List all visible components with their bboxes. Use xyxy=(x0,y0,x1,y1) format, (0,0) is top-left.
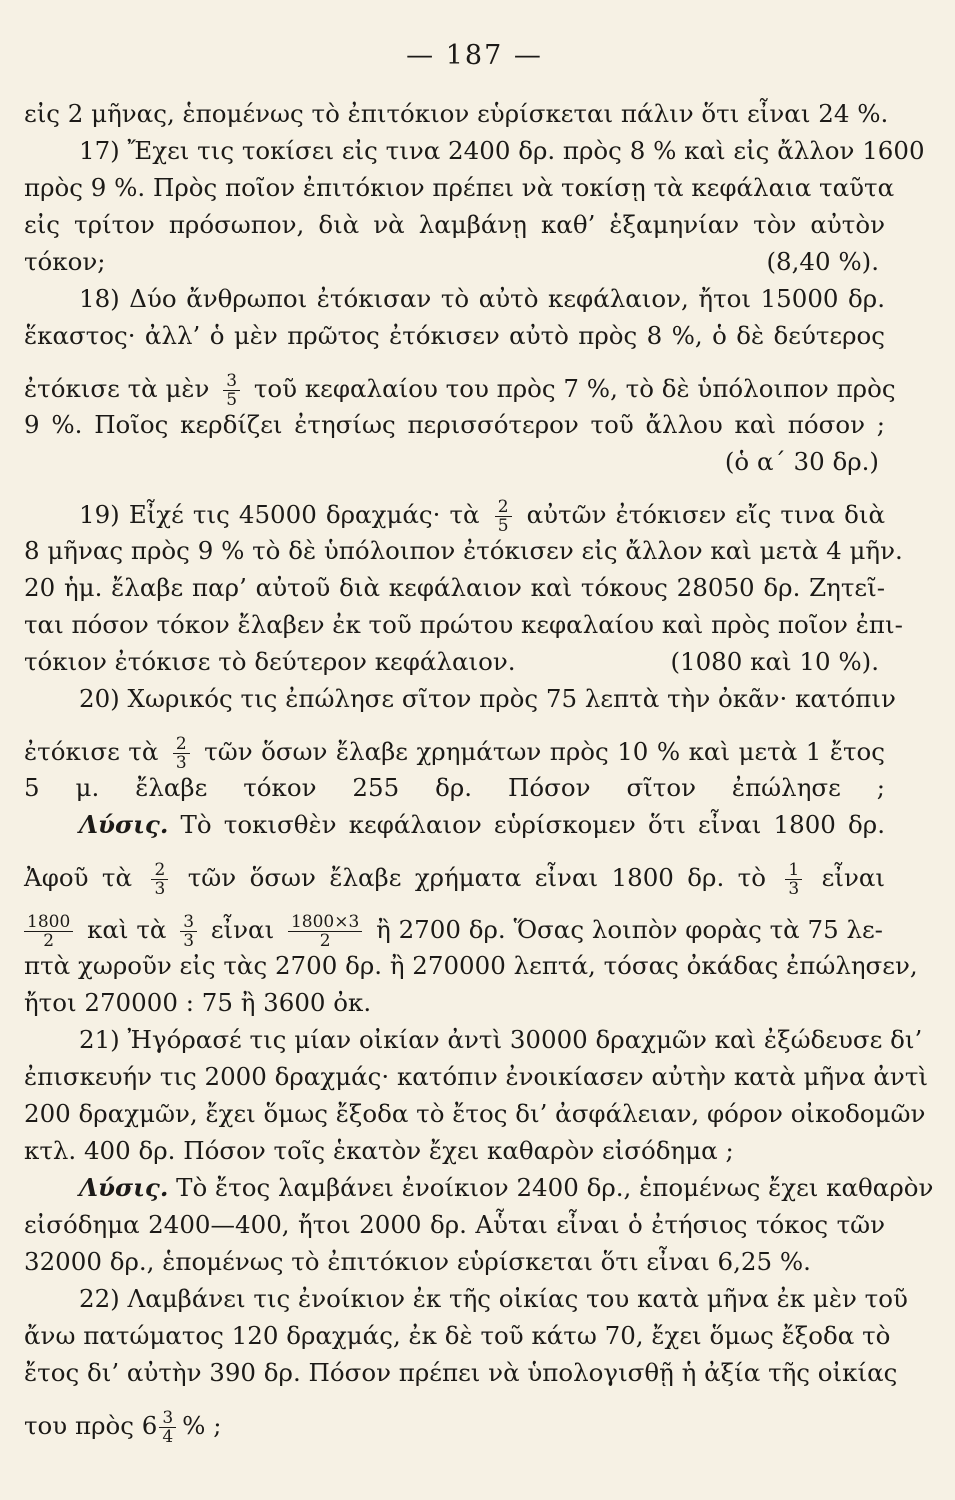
answer-18: (ὁ α΄ 30 δρ.) xyxy=(724,447,879,476)
text-line: πρὸς 9 %. Πρὸς ποῖον ἐπιτόκιον πρέπει νὰ τοκίσῃ τὰ κεφάλαια ταῦτα xyxy=(24,173,895,202)
text-line: εἰσόδημα 2400—400, ἤτοι 2000 δρ. Αὗται εἶναι ὁ ἐτήσιος τόκος τῶν xyxy=(24,1210,885,1239)
fraction-numerator: 3 xyxy=(223,372,240,391)
fraction-numerator: 2 xyxy=(495,498,512,517)
solution-line xyxy=(24,1169,934,1206)
text-line xyxy=(24,717,885,773)
text-line: 9 %. Ποῖος κερδίζει ἐτησίως περισσότερον τοῦ ἄλλου καὶ πόσον ; xyxy=(24,410,885,439)
fraction xyxy=(495,498,512,535)
solution-label: Λύσις. xyxy=(79,1173,169,1202)
fraction-numerator: 3 xyxy=(180,913,197,932)
text-line xyxy=(24,243,885,280)
fraction xyxy=(159,1409,176,1446)
answer-17: (8,40 %). xyxy=(766,247,879,276)
answer-19: (1080 καὶ 10 %). xyxy=(670,647,879,676)
fraction-numerator: 1800 xyxy=(24,913,73,932)
fraction-numerator: 2 xyxy=(151,861,168,880)
text-fragment: εἶναι xyxy=(210,915,275,944)
fraction xyxy=(173,735,190,772)
problem-22-line: 22) Λαμβάνει τις ἐνοίκιον ἐκ τῆς οἰκίας του κατὰ μῆνα ἐκ μὲν τοῦ xyxy=(79,1284,908,1313)
text-fragment: τόκιον ἐτόκισε τὸ δεύτερον κεφάλαιον. xyxy=(24,647,516,676)
text-fragment: Ἀφοῦ τὰ xyxy=(24,863,133,892)
fraction-numerator: 1800×3 xyxy=(288,913,362,932)
fraction xyxy=(180,913,197,950)
problem-21-line: 21) Ἠγόρασέ τις μίαν οἰκίαν ἀντὶ 30000 δραχμῶν καὶ ἐξώδευσε δι’ xyxy=(79,1025,923,1054)
fraction xyxy=(288,913,362,950)
text-fragment: εἶναι xyxy=(821,863,886,892)
problem-17-line: 17) Ἔχει τις τοκίσει εἰς τινα 2400 δρ. πρὸς 8 % καὶ εἰς ἄλλον 1600 xyxy=(79,136,925,165)
fraction-numerator: 1 xyxy=(785,861,802,880)
text-line: 5 μ. ἔλαβε τόκον 255 δρ. Πόσον σῖτον ἐπώλησε ; xyxy=(24,773,885,802)
text-fragment: % ; xyxy=(182,1411,222,1440)
fraction xyxy=(151,861,168,898)
text-line: ται πόσον τόκον ἔλαβεν ἐκ τοῦ πρώτου κεφαλαίου καὶ πρὸς ποῖον ἐπι- xyxy=(24,610,903,639)
text-line xyxy=(24,354,896,410)
text-fragment: καὶ τὰ xyxy=(87,915,167,944)
text-line: 200 δραχμῶν, ἔχει ὅμως ἔξοδα τὸ ἔτος δι’ ἀσφάλειαν, φόρον οἰκοδομῶν xyxy=(24,1099,926,1128)
text-fragment: Τὸ τοκισθὲν κεφάλαιον εὑρίσκομεν ὅτι εἶναι 1800 δρ. xyxy=(180,810,885,839)
text-line: κτλ. 400 δρ. Πόσον τοῖς ἑκατὸν ἔχει καθαρὸν εἰσόδημα ; xyxy=(24,1136,734,1165)
fraction-denominator: 3 xyxy=(175,753,187,773)
text-fragment: του πρὸς 6 xyxy=(24,1411,158,1440)
text-line: εἰς 2 μῆνας, ἑπομένως τὸ ἐπιτόκιον εὑρίσκεται πάλιν ὅτι εἶναι 24 %. xyxy=(24,99,889,128)
page-number: — 187 — xyxy=(406,40,543,71)
fraction-denominator: 3 xyxy=(788,879,800,899)
text-fragment: ἐτόκισε τὰ xyxy=(24,737,159,766)
text-fragment: αὐτῶν ἐτόκισεν εἴς τινα διὰ xyxy=(526,500,886,529)
text-fragment: ἐτόκισε τὰ μὲν xyxy=(24,374,210,403)
fraction-denominator: 3 xyxy=(183,931,195,951)
text-line: ἔτος δι’ αὐτὴν 390 δρ. Πόσον πρέπει νὰ ὑπολογισθῇ ἡ ἀξία τῆς οἰκίας xyxy=(24,1358,898,1387)
problem-18-line: 18) Δύο ἄνθρωποι ἐτόκισαν τὸ αὐτὸ κεφάλαιον, ἤτοι 15000 δρ. xyxy=(79,284,885,313)
text-fragment: ἢ 2700 δρ. Ὅσας λοιπὸν φορὰς τὰ 75 λε- xyxy=(376,915,883,944)
text-fragment: 19) Εἶχέ τις 45000 δραχμάς· τὰ xyxy=(79,500,480,529)
fraction-denominator: 2 xyxy=(43,931,55,951)
solution-label: Λύσις. xyxy=(79,810,169,839)
solution-line xyxy=(24,806,885,843)
text-line: ἄνω πατώματος 120 δραχμάς, ἐκ δὲ τοῦ κάτω 70, ἔχει ὅμως ἔξοδα τὸ xyxy=(24,1321,891,1350)
text-fragment: τῶν ὅσων ἔλαβε χρημάτων πρὸς 10 % καὶ μετὰ 1 ἔτος xyxy=(204,737,885,766)
text-line: εἰς τρίτον πρόσωπον, διὰ νὰ λαμβάνῃ καθ’ ἑξαμηνίαν τὸν αὐτὸν xyxy=(24,210,885,239)
text-fragment: τόκον; xyxy=(24,247,106,276)
text-line: 20 ἡμ. ἔλαβε παρ’ αὐτοῦ διὰ κεφάλαιον καὶ τόκους 28050 δρ. Ζητεῖ- xyxy=(24,573,885,602)
fraction xyxy=(223,372,240,409)
text-line: ἕκαστος· ἀλλ’ ὁ μὲν πρῶτος ἐτόκισεν αὐτὸ πρὸς 8 %, ὁ δὲ δεύτερος xyxy=(24,321,885,350)
problem-20-line: 20) Χωρικός τις ἐπώλησε σῖτον πρὸς 75 λεπτὰ τὴν ὀκᾶν· κατόπιν xyxy=(79,684,896,713)
text-fragment: τῶν ὅσων ἔλαβε χρήματα εἶναι 1800 δρ. τὸ xyxy=(187,863,766,892)
text-line: 32000 δρ., ἑπομένως τὸ ἐπιτόκιον εὑρίσκεται ὅτι εἶναι 6,25 %. xyxy=(24,1247,811,1276)
fraction-denominator: 5 xyxy=(497,516,509,536)
text-line xyxy=(24,1391,885,1447)
text-line: ἐπισκευήν τις 2000 δραχμάς· κατόπιν ἐνοικίασεν αὐτὴν κατὰ μῆνα ἀντὶ xyxy=(24,1062,928,1091)
text-line: πτὰ χωροῦν εἰς τὰς 2700 δρ. ἢ 270000 λεπτά, τόσας ὀκάδας ἐπώλησεν, xyxy=(24,951,918,980)
fraction-denominator: 4 xyxy=(162,1427,174,1447)
fraction-denominator: 3 xyxy=(154,879,166,899)
fraction-denominator: 5 xyxy=(226,390,238,410)
text-line xyxy=(24,843,886,899)
fraction xyxy=(785,861,802,898)
text-line xyxy=(24,895,885,951)
text-line xyxy=(24,643,885,680)
text-fragment: τοῦ κεφαλαίου του πρὸς 7 %, τὸ δὲ ὑπόλοιπον πρὸς xyxy=(253,374,896,403)
text-fragment: Τὸ ἔτος λαμβάνει ἐνοίκιον 2400 δρ., ἑπομένως ἔχει καθαρὸν xyxy=(176,1173,934,1202)
text-line: 8 μῆνας πρὸς 9 % τὸ δὲ ὑπόλοιπον ἐτόκισεν εἰς ἄλλον καὶ μετὰ 4 μῆν. xyxy=(24,536,903,565)
fraction-numerator: 3 xyxy=(159,1409,176,1428)
problem-19-line xyxy=(24,480,886,536)
text-line: ἤτοι 270000 : 75 ἢ 3600 ὀκ. xyxy=(24,988,372,1017)
fraction-denominator: 2 xyxy=(319,931,331,951)
fraction-numerator: 2 xyxy=(173,735,190,754)
fraction xyxy=(24,913,73,950)
